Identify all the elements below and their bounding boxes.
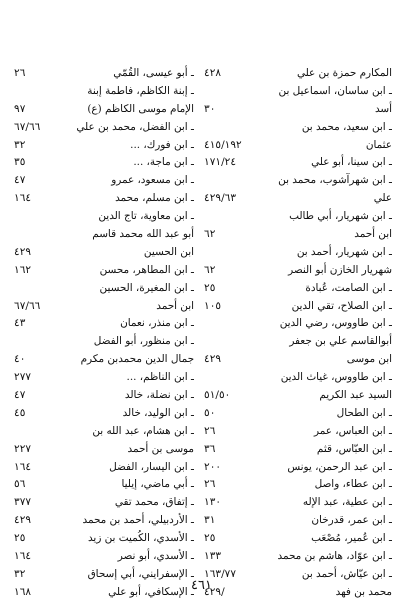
index-entry [204, 315, 392, 333]
index-entry [14, 423, 194, 441]
index-entry-pages: ٤٢٨ [204, 67, 222, 79]
index-entry-pages: ٣٢ [14, 567, 26, 580]
index-entry-name: ـ ابن منذر، نعمان [66, 315, 194, 333]
right-index-column [204, 65, 392, 598]
index-entry [14, 387, 194, 405]
index-entry-pages: ١٧١/٢٤ [204, 156, 237, 169]
index-entry-name: أسد [374, 102, 392, 115]
index-entry-name: ـ ابن عبد الرحمن، يونس [264, 459, 392, 477]
index-entry-name: ـ الإسكافي، أبو علي [66, 584, 194, 602]
index-entry-name: ـ ابن العبّاس، قثم [264, 441, 392, 459]
index-entry-name: ـ ابن الناظم، ... [66, 369, 194, 387]
index-entry-name: ابن أحمد [354, 228, 392, 241]
index-entry-pages: ٦٢ [204, 263, 216, 276]
index-entry-name: ـ ابن عمر، قدرخان [264, 512, 392, 530]
index-entry [204, 369, 392, 387]
index-entry-pages: ٢٢٧ [14, 442, 32, 455]
index-entry-name: ـ ابن الفضل، محمد بن علي [66, 119, 194, 137]
index-entry-name: ـ ابن عطاء، واصل [264, 476, 392, 494]
index-entry-pages: ٤٢٩ [14, 245, 32, 258]
index-entry [204, 530, 392, 548]
index-entry-pages: ٣١ [204, 514, 216, 527]
index-entry-name: ـ ابن اليسار، الفضل [66, 459, 194, 477]
index-entry-name: جمال الدين محمدبن مكرم [80, 353, 194, 366]
index-entry-pages: ٢٠٠ [204, 460, 222, 473]
index-entry [14, 119, 194, 137]
index-entry-pages: ١٣٠ [204, 496, 222, 509]
index-entry-name: ـ ابن منظور، أبو الفضل [66, 333, 194, 351]
index-entry [204, 208, 392, 226]
index-entry-name: ابن موسى [346, 353, 392, 366]
index-entry-name: ـ ابن ماجة، ... [66, 154, 194, 172]
index-entry-name: عثمان [365, 138, 392, 151]
index-entry-pages: ٦٢ [204, 228, 216, 241]
index-entry [14, 190, 194, 208]
index-entry [14, 137, 194, 155]
index-entry-name: ـ ابن هشام، عبد الله بن [66, 423, 194, 441]
index-entry-pages: ٢٥ [14, 532, 26, 545]
index-entry-pages: ٣٥ [14, 156, 26, 169]
index-entry-name: ـ ابن طاووس، رضي الدين [264, 315, 392, 333]
index-entry-pages: ٤٥ [14, 406, 26, 419]
index-entry-pages: ٤٢٩/٦٣ [204, 192, 237, 205]
index-entry [204, 333, 392, 351]
index-entry [14, 208, 194, 226]
index-entry [204, 387, 392, 405]
index-entry-name: ـ الأسدي، الكُميت بن زيد [66, 530, 194, 548]
index-entry [14, 512, 194, 530]
index-entry-pages: ٢٥ [204, 281, 216, 294]
index-entry-name: ـ ابن عُمير، مُصْعَب [264, 530, 392, 548]
index-entry [204, 119, 392, 137]
index-entry-name: شهريار الخازن أبو النصر [288, 263, 392, 276]
index-entry-pages: ٤٣ [14, 317, 26, 330]
index-entry [14, 262, 194, 280]
index-entry [14, 315, 194, 333]
index-entry-pages: ٤١٥/١٩٢ [204, 138, 242, 151]
index-entry-name: محمد بن فهد [335, 585, 392, 598]
index-entry [204, 298, 392, 316]
index-entry-pages: ٦٧/٦٦ [14, 120, 41, 133]
index-entry-name: ابن الحسين [143, 245, 194, 258]
index-entry [14, 244, 194, 262]
index-entry-name: ـ ابن نضلة، خالد [66, 387, 194, 405]
index-entry-name: ـ ابن سينا، أبو علي [264, 154, 392, 172]
index-entry [14, 65, 194, 83]
index-entry-pages: ١٦٨ [14, 585, 32, 598]
page-number: ٤٦١ [191, 578, 212, 593]
index-entry [204, 351, 392, 369]
index-entry-name: الإمام موسى الكاظم (ع) [87, 102, 194, 115]
index-entry-pages: ١٦٤ [14, 550, 32, 563]
index-entry-pages: ٣٧٧ [14, 496, 32, 509]
index-entry-name: ـ ابن الصلاح، تقي الدين [264, 298, 392, 316]
index-entry-name: ـ ابن المغيرة، الحسين [66, 280, 194, 298]
index-entry-pages: ٢٦ [204, 424, 216, 437]
index-entry [204, 101, 392, 119]
index-entry-name: ـ ابن الوليد، خالد [66, 405, 194, 423]
index-entry-name: ـ ابن سعيد، محمد بن [264, 119, 392, 137]
index-entry-name: ـ ابن شهريار، أبي طالب [264, 208, 392, 226]
index-entry [14, 548, 194, 566]
index-entry [204, 190, 392, 208]
index-entry [14, 333, 194, 351]
index-entry-pages: ١٦٢ [14, 263, 32, 276]
index-entry [204, 459, 392, 477]
index-entry [14, 405, 194, 423]
index-entry [204, 154, 392, 172]
index-entry-name: ـ أبو عيسى، القُمّي [66, 65, 194, 83]
index-entry [204, 423, 392, 441]
index-entry-name: ـ ابن مسلم، محمد [66, 190, 194, 208]
index-entry-pages: ٤٢٩ [204, 353, 222, 366]
index-entry-pages: ١٦٤ [14, 460, 32, 473]
index-entry [14, 280, 194, 298]
index-entry-name: ـ الأردبيلي، أحمد بن محمد [66, 512, 194, 530]
index-entry-name: ـ الإسفرايني، أبي إسحاق [66, 566, 194, 584]
index-entry-pages: ٥١/٥٠ [204, 389, 231, 402]
index-entry-pages: ٩٧ [14, 102, 26, 115]
index-entry [204, 172, 392, 190]
index-entry-name: ـ ابن مسعود، عمرو [66, 172, 194, 190]
index-entry-pages: ٤٠ [14, 353, 26, 366]
index-entry [204, 226, 392, 244]
index-entry [204, 83, 392, 101]
index-entry-pages: ٤٧ [14, 389, 26, 402]
index-entry [14, 459, 194, 477]
index-entry-pages: ٤٢٩ [14, 514, 32, 527]
index-entry-pages: ٥٦ [14, 478, 26, 491]
index-entry-name: السيد عبد الكريم [319, 389, 392, 402]
index-entry-name: ـ ابن فورك، ... [66, 137, 194, 155]
index-entry-name: أبوالقاسم علي بن جعفر [289, 335, 392, 348]
index-entry-name: ـ ابن ساسان، اسماعيل بن [264, 83, 392, 101]
index-entry-pages: ٣٦ [204, 442, 216, 455]
index-entry [204, 441, 392, 459]
index-entry-name: ـ ابن العباس، عمر [264, 423, 392, 441]
index-entry [14, 530, 194, 548]
index-entry [204, 137, 392, 155]
index-entry-name: ـ ابن عيّاش، أحمد بن [264, 566, 392, 584]
index-entry-name: موسى بن أحمد [127, 442, 194, 455]
index-entry [204, 405, 392, 423]
index-entry [14, 441, 194, 459]
index-entry [14, 298, 194, 316]
index-entry-name: ـ ابن طاووس، غياث الدين [264, 369, 392, 387]
index-entry [204, 262, 392, 280]
index-entry-name: ابن أحمد [156, 299, 194, 312]
index-entry [14, 154, 194, 172]
index-entry-name: ـ ابن المطاهر، محسن [66, 262, 194, 280]
index-entry-name: ـ أبي ماضي، إيليا [66, 476, 194, 494]
index-entry-name: ـ ابن معاوية، تاج الدين [66, 208, 194, 226]
index-entry-name: ـ ابن شهريار، أحمد بن [264, 244, 392, 262]
index-entry [204, 494, 392, 512]
index-entry [14, 172, 194, 190]
index-entry [204, 65, 392, 83]
index-entry-pages: ١٣٣ [204, 550, 222, 563]
index-entry-name: ـ إبنة الكاظم، فاطمة إبنة [66, 83, 194, 101]
index-entry [14, 83, 194, 101]
index-entry [14, 369, 194, 387]
index-entry [14, 494, 194, 512]
index-entry-pages: ٤٧ [14, 174, 26, 187]
index-entry-pages: ٢٥ [204, 532, 216, 545]
index-entry [204, 476, 392, 494]
index-entry [14, 476, 194, 494]
index-entry-name: ـ الأسدي، أبو نصر [66, 548, 194, 566]
index-entry-pages: ١٦٣/٧٧ [204, 567, 237, 580]
index-entry-name: ـ إتفاق، محمد تقي [66, 494, 194, 512]
index-entry-pages: ١٠٥ [204, 299, 222, 312]
index-entry [14, 101, 194, 119]
index-entry [14, 226, 194, 244]
index-entry [204, 280, 392, 298]
index-entry-pages: ٥٠ [204, 406, 216, 419]
index-entry-pages: ٣٠ [204, 102, 216, 115]
index-entry-pages: ٤٢٩/ [204, 585, 225, 598]
index-entry-pages: ١٦٤ [14, 192, 32, 205]
index-entry-name: ـ ابن الطحال [264, 405, 392, 423]
index-entry-name: ـ ابن الصامت، عُبادة [264, 280, 392, 298]
index-entry-pages: ٣٢ [14, 138, 26, 151]
index-entry-name: ـ ابن شهرآشوب، محمد بن [264, 172, 392, 190]
index-entry-name: علي [373, 192, 392, 205]
index-entry-pages: ٢٦ [204, 478, 216, 491]
index-entry [14, 351, 194, 369]
index-entry-name: أبو عبد الله محمد قاسم [92, 228, 194, 241]
index-entry-name: ـ ابن عوّاد، هاشم بن محمد [264, 548, 392, 566]
index-entry-pages: ٢٧٧ [14, 371, 32, 384]
index-entry-pages: ٦٧/٦٦ [14, 299, 41, 312]
index-entry [204, 512, 392, 530]
index-entry-pages: ٢٦ [14, 67, 26, 79]
index-entry-name: المكارم حمزة بن علي [296, 67, 392, 79]
index-entry [204, 548, 392, 566]
index-entry [204, 244, 392, 262]
index-entry-name: ـ ابن عطية، عبد الإله [264, 494, 392, 512]
left-index-column [14, 65, 194, 598]
